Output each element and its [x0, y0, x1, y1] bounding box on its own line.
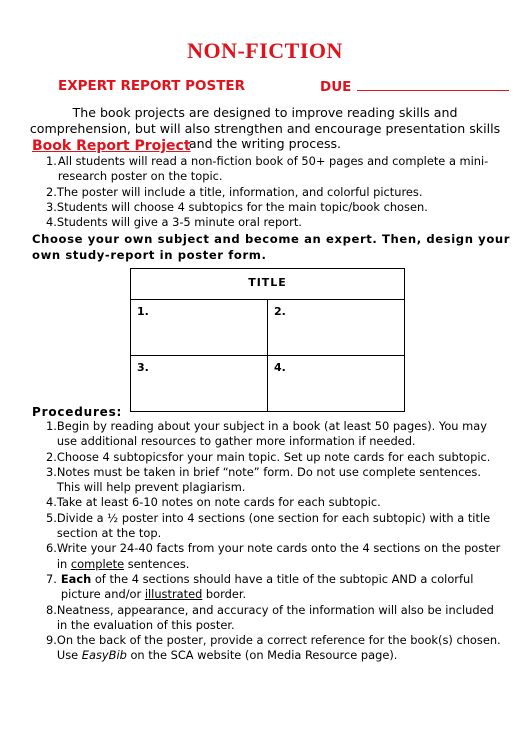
poster-layout-table [130, 268, 405, 412]
book-report-list [46, 154, 502, 230]
due-label: DUE [320, 79, 352, 95]
poster-section-cell: 1. [131, 300, 268, 356]
list-item: 7. Each of the 4 sections should have a title of the subtopic AND a colorful picture and/or illustrated border. [46, 571, 474, 602]
list-item: 5. Divide a ½ poster into 4 sections (one section for each subtopic) with a title section at the top. [46, 510, 491, 541]
instruction-paragraph: Choose your own subject and become an expert. Then, design your own study-report in poster form. [32, 232, 511, 262]
intro-paragraph: The book projects are designed to improve reading skills and comprehension, but will also strengthen and encourage presentation skills and the writing process. [29, 105, 501, 151]
procedures-heading: Procedures: [32, 405, 123, 419]
poster-section-cell: 2. [268, 300, 405, 356]
list-item: 6. Write your 24-40 facts from your note cards onto the 4 sections on the poster in complete sentences. [46, 541, 501, 571]
list-item: 1. Begin by reading about your subject in a book (at least 50 pages). You may use additional resources to gather more information if needed. [46, 419, 487, 449]
list-item: 2. The poster will include a title, information, and colorful pictures. [46, 184, 423, 199]
procedures-list [46, 419, 502, 664]
poster-subtitle: EXPERT REPORT POSTER [58, 78, 246, 94]
list-item: 1. All students will read a non-fiction book of 50+ pages and complete a mini-research poster on the topic. [46, 154, 489, 184]
due-blank-line [357, 78, 509, 91]
list-item: 2. Choose 4 subtopicsfor your main topic. Set up note cards for each subtopic. [46, 449, 491, 464]
due-field [320, 78, 509, 95]
book-report-heading: Book Report Project [32, 138, 191, 154]
list-item: 4. Students will give a 3-5 minute oral report. [46, 215, 302, 230]
list-item: 9. On the back of the poster, provide a correct reference for the book(s) chosen. Use EasyBib on the SCA website (on Media Resource page). [46, 633, 501, 663]
list-item: 4. Take at least 6-10 notes on note cards for each subtopic. [46, 495, 381, 510]
list-item: 3. Notes must be taken in brief “note” form. Do not use complete sentences. This will help prevent plagiarism. [46, 464, 481, 495]
poster-section-cell: 4. [268, 356, 405, 412]
poster-title-cell: TITLE [131, 269, 405, 300]
list-item: 8. Neatness, appearance, and accuracy of the information will also be included in the evaluation of this poster. [46, 602, 494, 632]
page-title: NON-FICTION [187, 38, 343, 63]
list-item: 3. Students will choose 4 subtopics for the main topic/book chosen. [46, 199, 428, 214]
poster-section-cell: 3. [131, 356, 268, 412]
